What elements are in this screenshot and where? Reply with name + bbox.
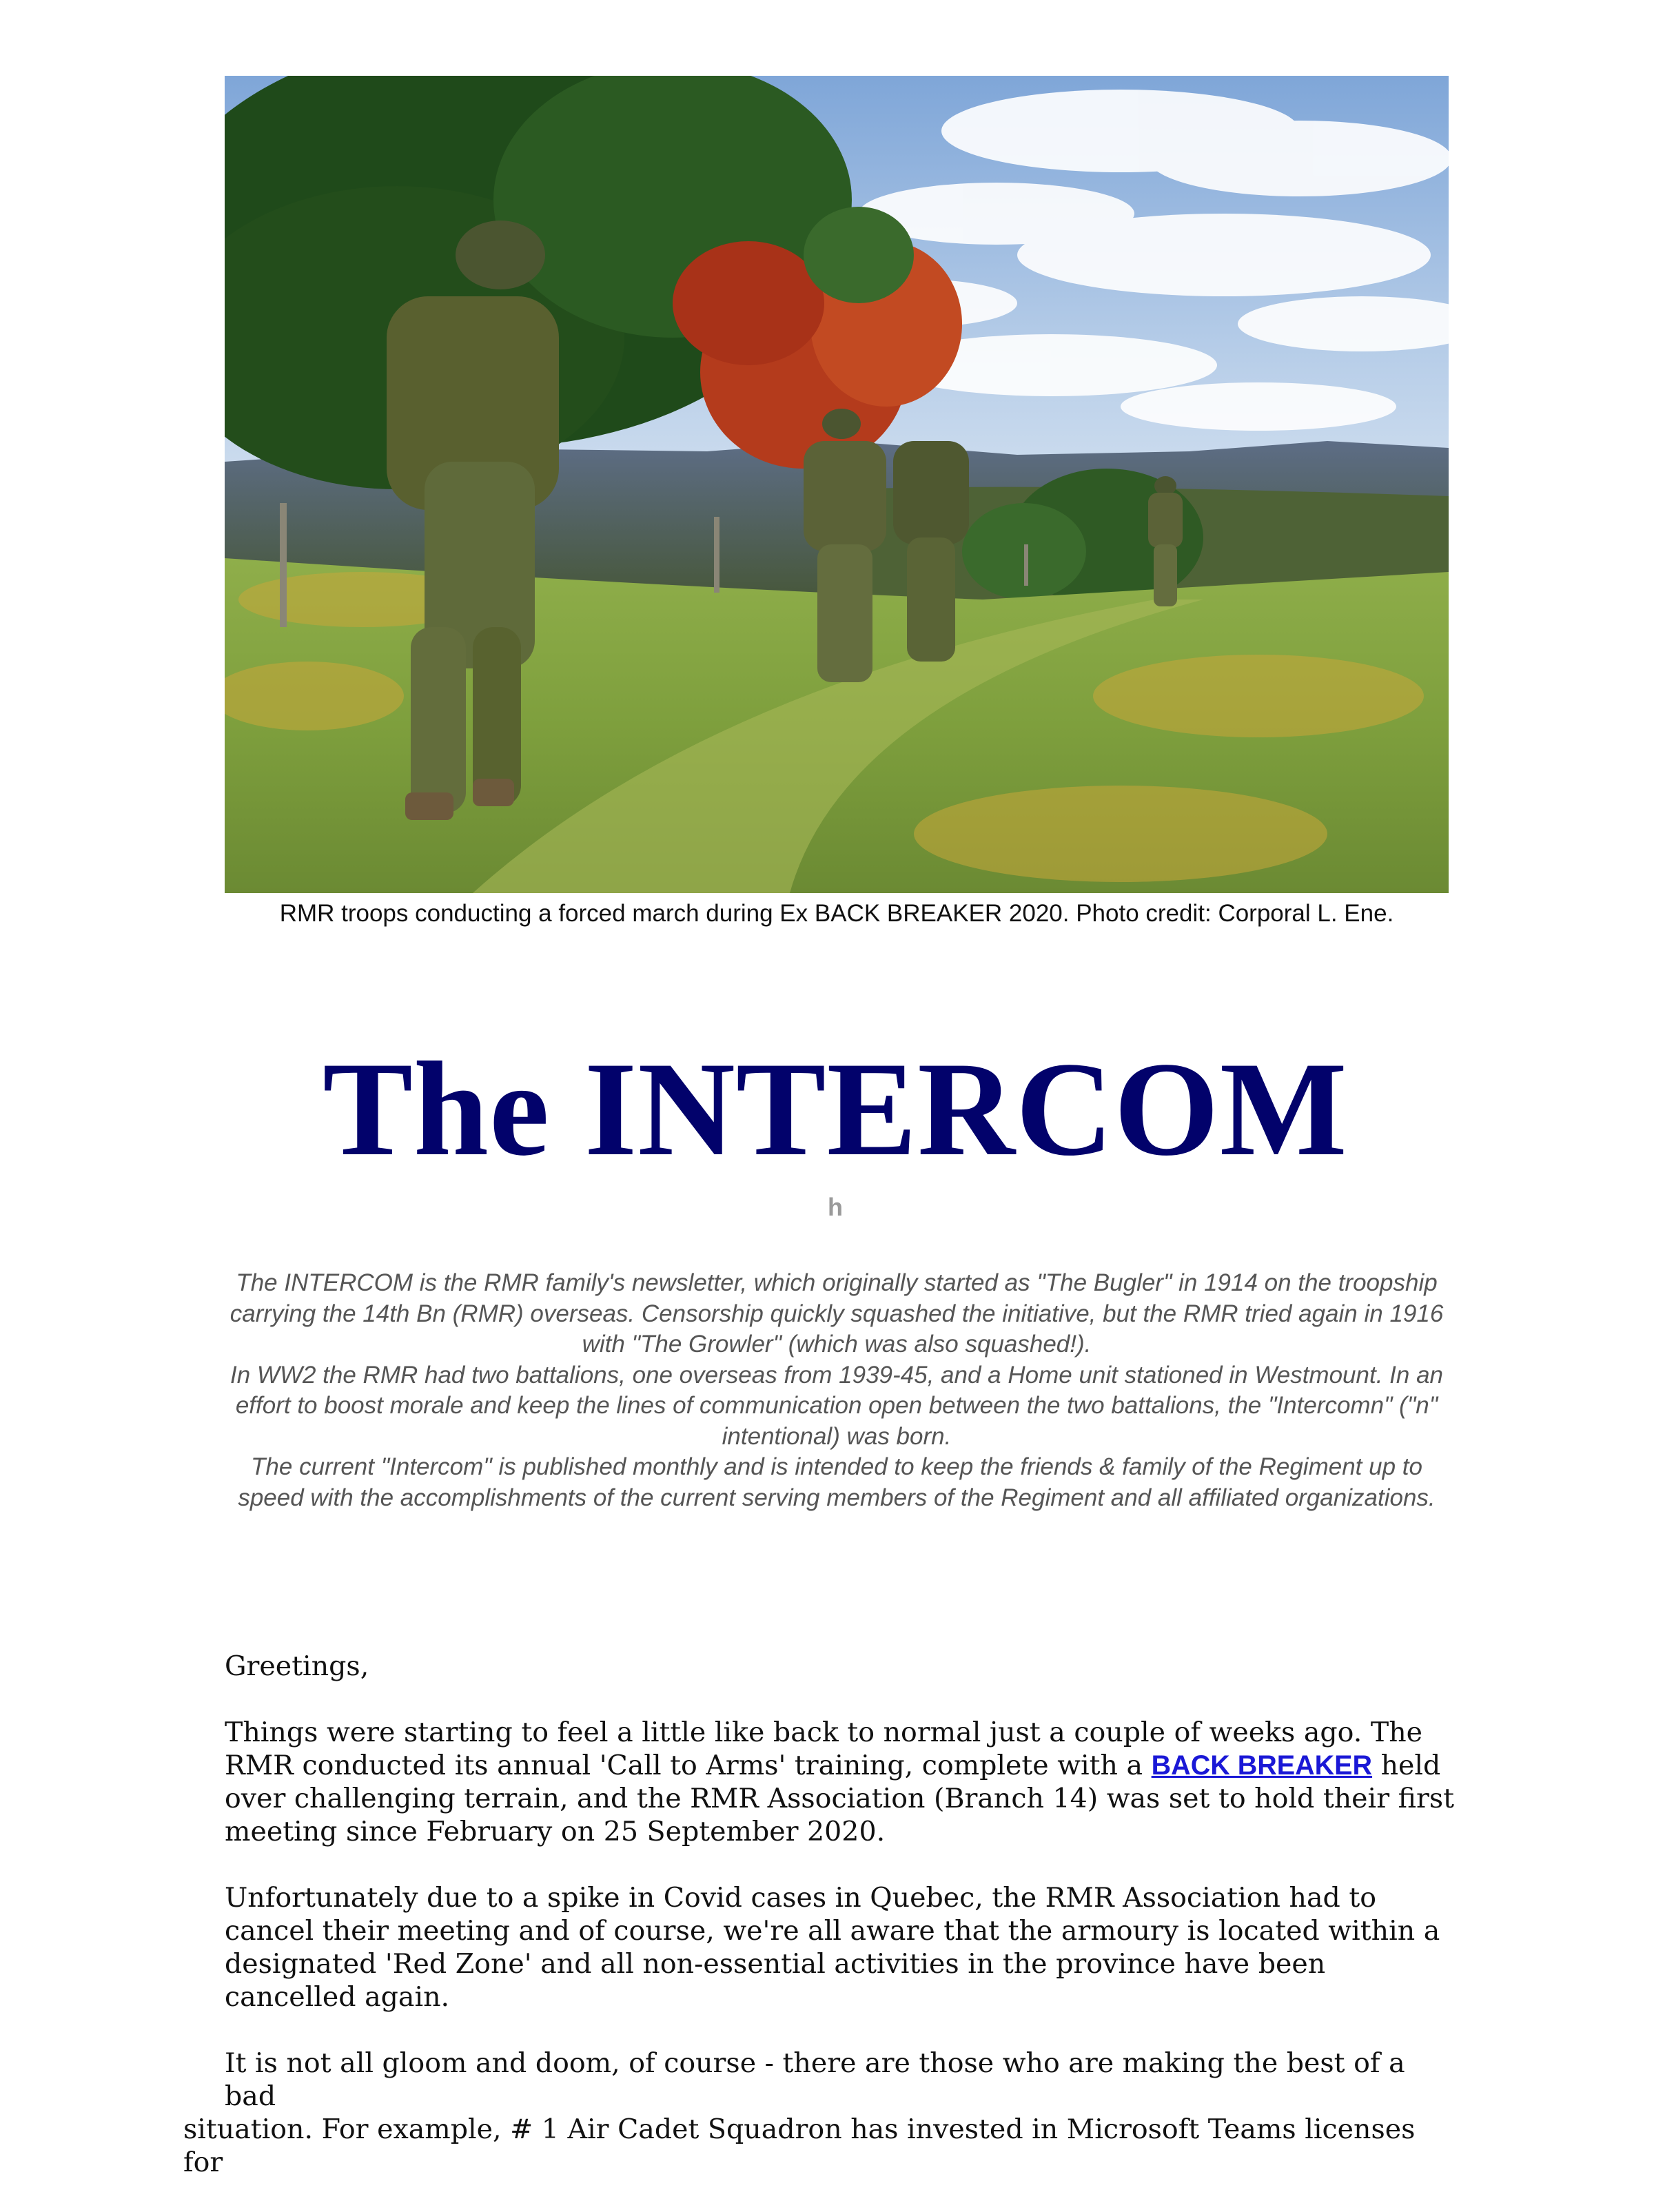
letter-greeting: Greetings, (225, 1650, 369, 1682)
back-breaker-link[interactable]: BACK BREAKER (1151, 1750, 1373, 1781)
letter-paragraph (225, 1716, 1458, 1848)
title-subletter: h (828, 1193, 843, 1221)
intro-paragraph: The current "Intercom" is published monthly and is intended to keep the friends & family of the Regiment up to speed with the accomplishments of the current serving members of the Regiment and all affiliated organizations. (238, 1453, 1436, 1511)
letter-line: It is not all gloom and doom, of course - there are those who are making the best of a bad (225, 2047, 1405, 2112)
letter-line: situation. For example, # 1 Air Cadet Squadron has invested in Microsoft Teams licenses for (183, 2113, 1416, 2178)
header-photo (225, 76, 1449, 893)
newsletter-title: The INTERCOM (323, 1034, 1348, 1184)
letter-text: Things were starting to feel a little like back to normal just a couple of weeks ago. The RMR conducted its annual 'Call to Arms' training, complete with a (225, 1717, 1423, 1781)
letter-body (183, 1650, 1458, 2212)
intro-paragraph: The INTERCOM is the RMR family's newsletter, which originally started as "The Bugler" in 1914 on the troopship carrying the 14th Bn (RMR) overseas. Censorship quickly squashed the initiative, but the RMR tried again in 1916 with "The Growler" (which was also squashed!). (229, 1269, 1444, 1358)
newsletter-intro (225, 1268, 1449, 1513)
letter-paragraph: Unfortunately due to a spike in Covid cases in Quebec, the RMR Association had to cancel their meeting and of course, we're all aware that the armoury is located within a designated 'Red Zone' and all non-essential activities in the province have been cancelled again. (225, 1882, 1440, 2013)
letter-paragraph (183, 2047, 1458, 2179)
photo-caption: RMR troops conducting a forced march during Ex BACK BREAKER 2020. Photo credit: Corporal L. Ene. (279, 900, 1394, 927)
letter-text: held over challenging terrain, and the RMR Association (Branch 14) was set to hold their first meeting since February on 25 September 2020. (225, 1750, 1454, 1847)
intro-paragraph: In WW2 the RMR had two battalions, one overseas from 1939-45, and a Home unit stationed in Westmount. In an effort to boost morale and keep the lines of communication open between the two battalions, the "Intercomn" ("n" intentional) was born. (230, 1361, 1443, 1450)
